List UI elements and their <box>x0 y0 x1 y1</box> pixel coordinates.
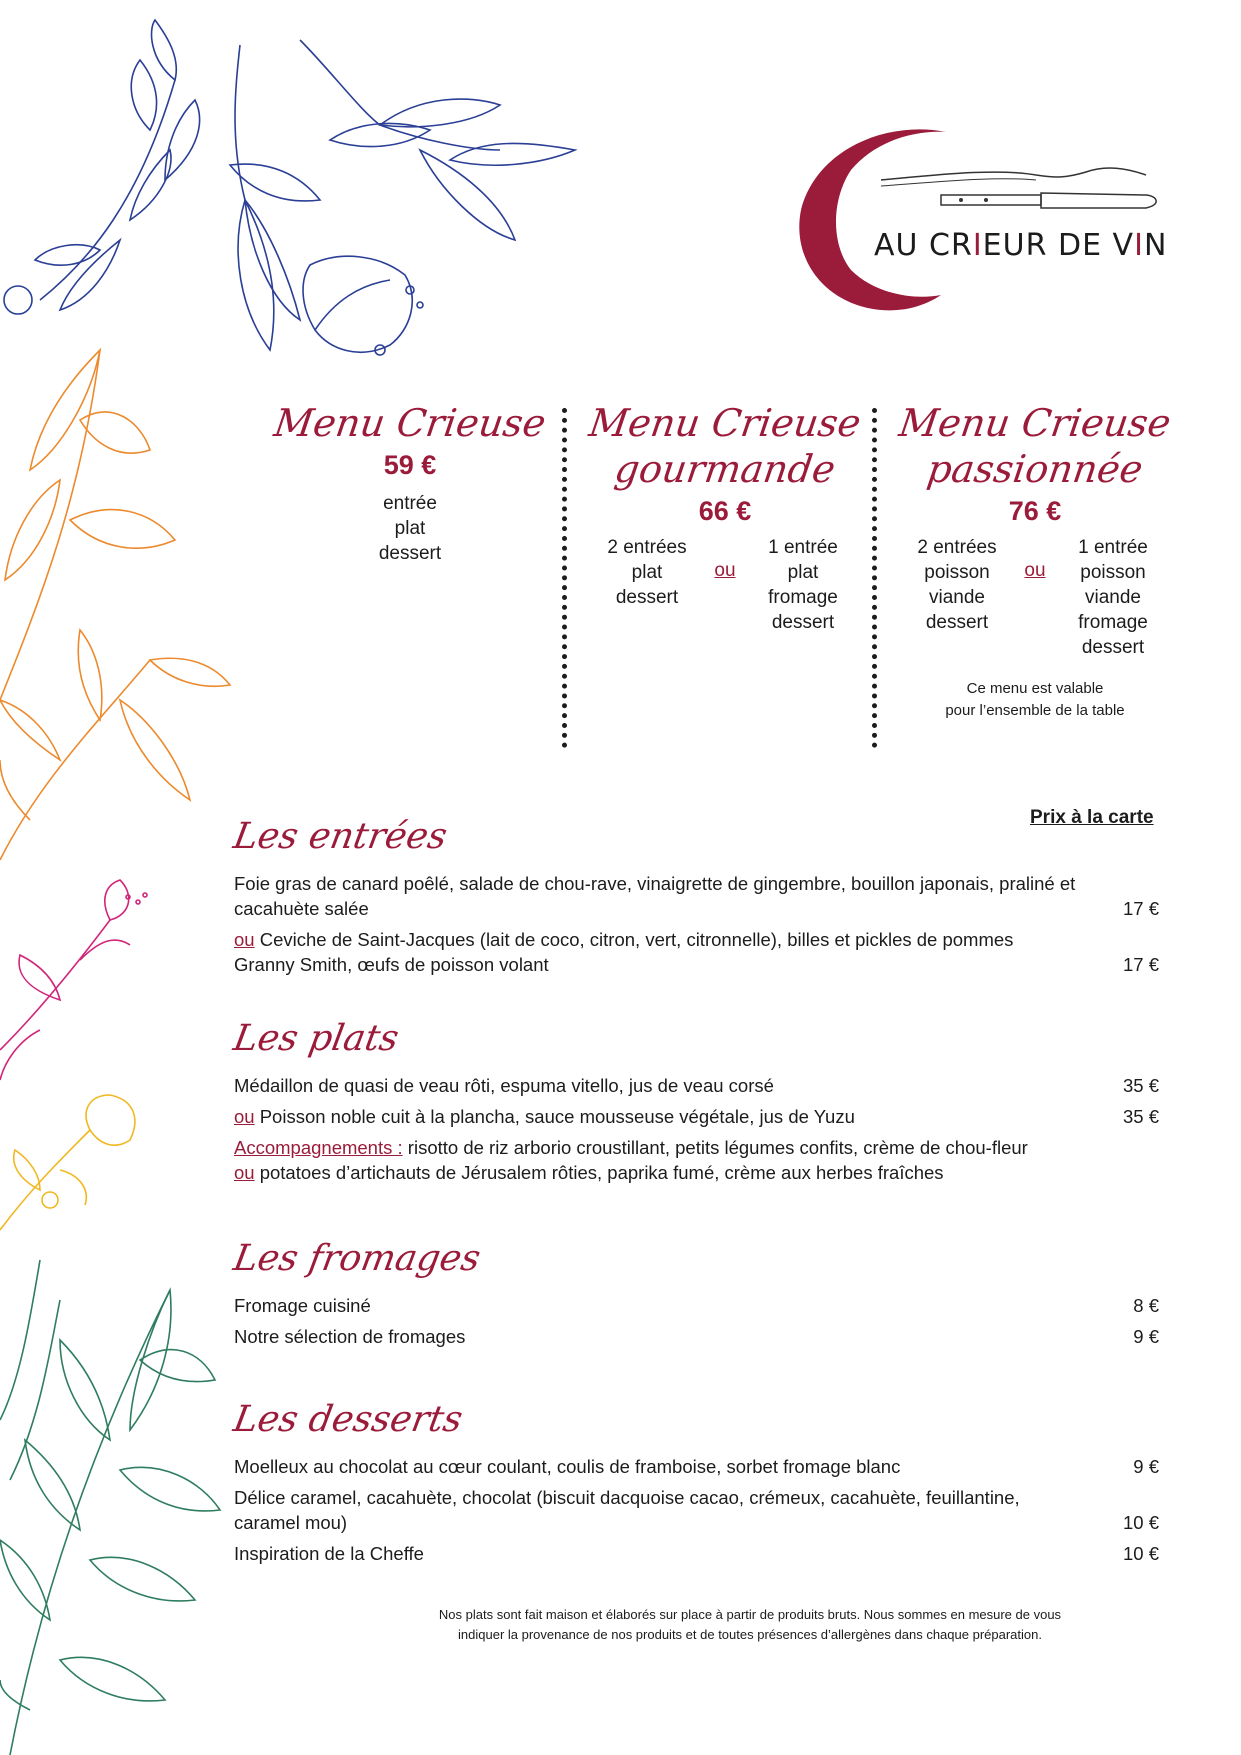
item-price: 17 € <box>1122 898 1159 919</box>
item-price: 10 € <box>1122 1543 1159 1564</box>
item-price: 35 € <box>1122 1106 1159 1127</box>
menu-crieuse <box>250 400 570 566</box>
restaurant-logo <box>786 120 1166 320</box>
dotted-divider <box>562 408 567 748</box>
item-price: 10 € <box>1122 1512 1159 1533</box>
menu-title: Menu Crieuse <box>586 401 864 445</box>
menu-title: Menu Crieuse <box>896 401 1174 445</box>
yellow-flower-illustration <box>0 1095 135 1230</box>
menu-note: Ce menu est valable pour l’ensemble de la table <box>945 680 1125 719</box>
menu-item: Notre sélection de fromages 9 € <box>234 1326 1159 1347</box>
item-price: 17 € <box>1122 954 1159 975</box>
menu-options <box>580 535 870 635</box>
or-label: ou <box>714 560 736 581</box>
menu-courses: entrée plat dessert <box>378 493 442 564</box>
carte-prices-label: Prix à la carte <box>1030 807 1154 828</box>
menu-subtitle: gourmande <box>611 447 838 491</box>
dotted-divider <box>872 408 877 748</box>
option-a: 2 entrées plat dessert <box>607 537 687 608</box>
menu-crieuse-passionnee <box>890 400 1180 722</box>
menu-price: 76 € <box>1008 496 1062 526</box>
menu-title: Menu Crieuse <box>271 401 549 445</box>
section-entrees <box>230 815 1159 983</box>
menu-item: ou Poisson noble cuit à la plancha, sauce mousseuse végétale, jus de Yuzu 35 € <box>234 1106 1159 1127</box>
item-price: 9 € <box>1133 1456 1159 1477</box>
option-a: 2 entrées poisson viande dessert <box>917 537 997 633</box>
item-price: 8 € <box>1133 1295 1159 1316</box>
menu-price: 66 € <box>698 496 752 526</box>
section-title: Les fromages <box>230 1238 484 1279</box>
item-price: 9 € <box>1133 1326 1159 1347</box>
menu-item: Fromage cuisiné 8 € <box>234 1295 1159 1316</box>
option-b: 1 entrée poisson viande fromage dessert <box>1078 537 1148 658</box>
section-title: Les entrées <box>230 816 451 857</box>
menu-item: ou Ceviche de Saint-Jacques (lait de coco, citron, vert, citronnelle), billes et pickles de pommes Granny Smith, œufs de poisson volant 17 € <box>234 929 1159 975</box>
menu-subtitle: passionnée <box>924 447 1146 491</box>
menu-item: Inspiration de la Cheffe 10 € <box>234 1543 1159 1564</box>
menu-item: Moelleux au chocolat au cœur coulant, coulis de framboise, sorbet fromage blanc 9 € <box>234 1456 1159 1477</box>
section-title: Les desserts <box>230 1399 466 1440</box>
menu-crieuse-gourmande <box>580 400 870 635</box>
option-b: 1 entrée plat fromage dessert <box>768 537 838 633</box>
menu-item: Délice caramel, cacahuète, chocolat (biscuit dacquoise cacao, crémeux, cacahuète, feuillantine, caramel mou) 10 € <box>234 1487 1159 1533</box>
green-leaves-illustration <box>0 1260 220 1755</box>
set-menus <box>250 400 1174 760</box>
footer-note: Nos plats sont fait maison et élaborés sur place à partir de produits bruts. Nous sommes en mesure de vous indiquer la provenance de nos produits et de toutes présences d’allergènes dans chaque préparation. <box>438 1607 1062 1642</box>
item-price: 35 € <box>1122 1075 1159 1096</box>
logo-wordmark: AU CRIEUR DE VIN <box>874 228 1168 263</box>
section-fromages <box>230 1237 1159 1355</box>
pink-flower-illustration <box>0 880 147 1080</box>
accompaniments: Accompagnements : risotto de riz arborio croustillant, petits légumes confits, crème de chou-fleur ou potatoes d’artichauts de Jérusalem rôties, paprika fumé, crème aux herbes fraîches <box>234 1137 1028 1183</box>
menu-options <box>890 535 1180 660</box>
section-title: Les plats <box>230 1018 402 1059</box>
logo-c-and-cutlery-icon <box>786 120 1166 320</box>
orange-leaves-illustration <box>0 350 230 860</box>
menu-item: Foie gras de canard poêlé, salade de chou-rave, vinaigrette de gingembre, bouillon japonais, praliné et cacahuète salée 17 € <box>234 873 1159 919</box>
section-desserts <box>230 1398 1159 1572</box>
or-label: ou <box>1024 560 1046 581</box>
blue-leaves-illustration <box>4 20 575 355</box>
menu-item: Médaillon de quasi de veau rôti, espuma vitello, jus de veau corsé 35 € <box>234 1075 1159 1096</box>
menu-price: 59 € <box>383 450 437 480</box>
section-plats <box>230 1017 1159 1191</box>
